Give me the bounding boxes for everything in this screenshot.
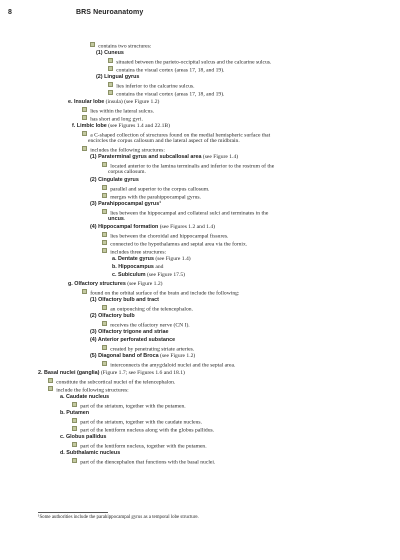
- outline-line: [108, 169, 146, 176]
- line-text: (see Figure 1.2): [158, 353, 196, 359]
- square-bullet-icon: [72, 418, 77, 423]
- outline-heading: [90, 224, 215, 231]
- square-bullet-icon: [108, 66, 113, 71]
- square-bullet-icon: [72, 426, 77, 431]
- line-text: receives the olfactory nerve (CN I).: [110, 322, 190, 329]
- outline-heading: [90, 177, 139, 184]
- outline-heading: [112, 264, 163, 271]
- line-text: (see Figure 1.4): [201, 154, 239, 160]
- heading-label: 2. Basal nuclei (ganglia): [38, 370, 100, 376]
- heading-label: (1) Cuneus: [96, 50, 124, 56]
- outline-line: [102, 209, 268, 217]
- line-text: includes the following structures:: [90, 147, 165, 154]
- square-bullet-icon: [72, 402, 77, 407]
- line-text: contains the visual cortex (areas 17, 18, and 19).: [116, 67, 225, 74]
- line-text: an outpouching of the telencephalon.: [110, 306, 193, 313]
- heading-label: g. Olfactory structures: [68, 281, 126, 287]
- outline-heading: [90, 313, 135, 320]
- heading-label: a. Dentate gyrus: [112, 256, 154, 262]
- heading-label: c. Globus pallidus: [60, 434, 107, 440]
- outline-heading: [108, 216, 125, 223]
- square-bullet-icon: [102, 248, 107, 253]
- outline-heading: [96, 50, 124, 57]
- line-text: encircles the corpus callosum and the lateral aspect of the midbrain.: [88, 138, 240, 144]
- line-text: part of the striatum, together with the caudate nucleus.: [80, 419, 202, 426]
- line-text: (see Figure 17.5): [145, 272, 186, 278]
- heading-label: (4) Hippocampal formation: [90, 224, 159, 230]
- line-text: .: [123, 216, 126, 222]
- square-bullet-icon: [102, 240, 107, 245]
- square-bullet-icon: [108, 90, 113, 95]
- square-bullet-icon: [102, 162, 107, 167]
- outline-heading: [72, 123, 170, 130]
- heading-label: d. Subthalamic nucleus: [60, 450, 121, 456]
- heading-label: (2) Olfactory bulb: [90, 313, 135, 319]
- heading-label: b. Hippocampus: [112, 264, 154, 270]
- square-bullet-icon: [82, 115, 87, 120]
- line-text: (insula) (see Figure 1.2): [104, 99, 160, 105]
- outline-heading: [90, 201, 161, 208]
- outline-heading: [112, 272, 185, 279]
- line-text: lies between the choroidal and hippocampal fissures.: [110, 233, 229, 240]
- line-text: (Figure 1.7; see Figures 1.6 and 18.1): [99, 370, 185, 376]
- outline-heading: [90, 154, 238, 161]
- heading-label: (1) Paraterminal gyrus and subcallosal area: [90, 154, 202, 160]
- book-title: BRS Neuroanatomy: [76, 9, 144, 16]
- line-text: part of the diencephalon that functions with the basal nuclei.: [80, 459, 216, 466]
- heading-label: (2) Cingulate gyrus: [90, 177, 139, 183]
- square-bullet-icon: [102, 321, 107, 326]
- line-text: include the following structures:: [56, 387, 129, 394]
- line-text: parallel and superior to the corpus callosum.: [110, 186, 210, 193]
- outline-heading: [68, 281, 163, 288]
- outline-heading: [90, 329, 168, 336]
- square-bullet-icon: [102, 305, 107, 310]
- outline-heading: [90, 353, 195, 360]
- heading-label: (3) Parahippocampal gyrus¹: [90, 201, 161, 207]
- square-bullet-icon: [82, 289, 87, 294]
- heading-label: (1) Olfactory bulb and tract: [90, 297, 159, 303]
- outline-heading: [38, 370, 185, 377]
- outline-line: [102, 361, 235, 369]
- outline-heading: [60, 450, 120, 457]
- footnote: ¹Some authorities include the parahippocampal gyrus as a temporal lobe structure.: [38, 515, 199, 520]
- line-text: lies within the lateral sulcus.: [90, 108, 155, 115]
- line-text: corpus callosum.: [108, 169, 146, 175]
- line-text: contains two structures:: [98, 43, 152, 50]
- square-bullet-icon: [82, 146, 87, 151]
- line-text: (see Figures 1.4 and 22.1B): [106, 123, 170, 129]
- line-text: (see Figure 1.4): [153, 256, 191, 262]
- square-bullet-icon: [72, 458, 77, 463]
- square-bullet-icon: [48, 378, 53, 383]
- line-text: a C-shaped collection of structures found on the medial hemispheric surface that: [90, 132, 271, 139]
- outline-heading: [60, 434, 106, 441]
- square-bullet-icon: [108, 58, 113, 63]
- outline-heading: [90, 297, 159, 304]
- line-text: (see Figures 1.2 and 1.4): [158, 224, 215, 230]
- line-text: merges with the parahippocampal gyrus.: [110, 194, 201, 201]
- line-text: constitute the subcortical nuclei of the telencephalon.: [56, 379, 176, 386]
- outline-heading: [96, 74, 139, 81]
- line-text: located anterior to the lamina terminalis and inferior to the rostrum of the: [110, 163, 275, 170]
- square-bullet-icon: [82, 131, 87, 136]
- line-text: part of the lentiform nucleus, together with the putamen.: [80, 443, 207, 450]
- square-bullet-icon: [102, 361, 107, 366]
- heading-label: (2) Lingual gyrus: [96, 74, 140, 80]
- square-bullet-icon: [72, 442, 77, 447]
- heading-label: f. Limbic lobe: [72, 123, 107, 129]
- square-bullet-icon: [102, 209, 107, 214]
- line-text: part of the striatum, together with the putamen.: [80, 403, 186, 410]
- outline-line: [88, 138, 240, 145]
- line-text: part of the lentiform nucleus along with the globus pallidus.: [80, 427, 215, 434]
- line-text: includes three structures:: [110, 249, 167, 256]
- heading-label: c. Subiculum: [112, 272, 146, 278]
- line-text: created by penetrating striate arteries.: [110, 346, 195, 353]
- square-bullet-icon: [108, 82, 113, 87]
- outline-heading: [90, 337, 175, 344]
- page-number: 8: [8, 9, 12, 16]
- footnote-divider: [38, 512, 108, 513]
- square-bullet-icon: [102, 193, 107, 198]
- square-bullet-icon: [48, 386, 53, 391]
- heading-label: (5) Diagonal band of Broca: [90, 353, 159, 359]
- outline-heading: [60, 394, 109, 401]
- heading-label: e. Insular lobe: [68, 99, 105, 105]
- line-text: has short and long gyri.: [90, 116, 143, 123]
- outline-heading: [60, 410, 89, 417]
- line-text: and: [153, 264, 164, 270]
- line-text: found on the orbital surface of the brain and include the following:: [90, 290, 240, 297]
- square-bullet-icon: [102, 185, 107, 190]
- outline-heading: [112, 256, 191, 263]
- square-bullet-icon: [102, 232, 107, 237]
- line-text: lies inferior to the calcarine sulcus.: [116, 83, 195, 90]
- heading-label: (3) Olfactory trigone and striae: [90, 329, 169, 335]
- line-text: connected to the hypothalamus and septal area via the fornix.: [110, 241, 248, 248]
- outline-line: [108, 90, 224, 98]
- square-bullet-icon: [90, 42, 95, 47]
- running-header: [0, 9, 400, 21]
- heading-label: uncus: [108, 216, 124, 222]
- heading-label: b. Putamen: [60, 410, 90, 416]
- square-bullet-icon: [82, 107, 87, 112]
- outline-heading: [68, 99, 159, 106]
- outline-line: [72, 458, 215, 466]
- square-bullet-icon: [102, 345, 107, 350]
- line-text: interconnects the amygdaloid nuclei and the septal area.: [110, 362, 236, 369]
- line-text: situated between the parieto-occipital sulcus and the calcarine sulcus.: [116, 59, 272, 66]
- line-text: lies between the hippocampal and collateral sulci and terminates in the: [110, 210, 269, 217]
- line-text: contains the visual cortex (areas 17, 18, and 19).: [116, 91, 225, 98]
- heading-label: a. Caudate nucleus: [60, 394, 110, 400]
- heading-label: (4) Anterior perforated substance: [90, 337, 176, 343]
- line-text: (see Figure 1.2): [125, 281, 163, 287]
